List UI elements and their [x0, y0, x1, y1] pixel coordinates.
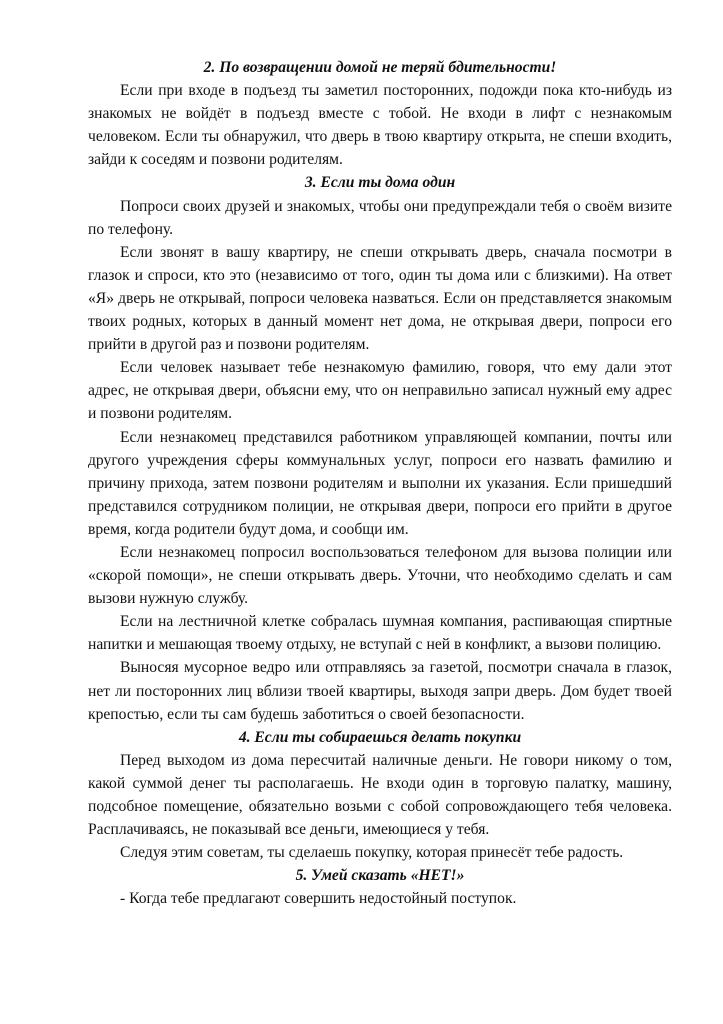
- paragraph: Следуя этим советам, ты сделаешь покупку, которая принесёт тебе радость.: [120, 844, 624, 862]
- paragraph: Если человек называет тебе незнакомую фамилию, говоря, что ему дали этот адрес, не открывая двери, объясни ему, что он неправильно записал нужный ему адрес и позвони родителям.: [88, 359, 672, 423]
- document-page: [88, 56, 672, 910]
- section-heading-4: 4. Если ты собираешься делать покупки: [238, 728, 522, 746]
- paragraph: Если звонят в вашу квартиру, не спеши открывать дверь, сначала посмотри в глазок и спроси, кто это (независимо от того, один ты дома или с близкими). На ответ «Я» дверь не открывай, попроси человека назваться. Если он представляется знакомым твоих родных, которых в данный момент нет дома, не открывая двери, попроси его прийти в другой раз и позвони родителям.: [88, 243, 672, 354]
- paragraph: Выносяя мусорное ведро или отправляясь за газетой, посмотри сначала в глазок, нет ли посторонних лиц вблизи твоей квартиры, выходя запри дверь. Дом будет твоей крепостью, если ты сам будешь заботиться о своей безопасности.: [88, 659, 672, 723]
- paragraph: Если незнакомец представился работником управляющей компании, почты или другого учреждения сферы коммунальных услуг, попроси его назвать фамилию и причину прихода, затем позвони родителям и выполни их указания. Если пришедший представился сотрудником полиции, не открывая двери, попроси его прийти в другое время, когда родители будут дома, и сообщи им.: [88, 428, 672, 538]
- paragraph: Если на лестничной клетке собралась шумная компания, распивающая спиртные напитки и мешающая твоему отдыху, не вступай с ней в конфликт, а вызови полицию.: [88, 613, 672, 654]
- paragraph: Перед выходом из дома пересчитай наличные деньги. Не говори никому о том, какой суммой денег ты располагаешь. Не входи один в торговую палатку, машину, подсобное помещение, обязательно возьми с собой сопровождающего тебя человека. Расплачиваясь, не показывай все деньги, имеющиеся у тебя.: [88, 751, 672, 839]
- section-heading-3: 3. Если ты дома один: [304, 174, 456, 192]
- paragraph: Попроси своих друзей и знакомых, чтобы они предупреждали тебя о своём визите по телефону.: [88, 197, 672, 238]
- section-heading-2: 2. По возвращении домой не теряй бдительности!: [203, 59, 557, 76]
- paragraph: - Когда тебе предлагают совершить недостойный поступок.: [120, 890, 517, 908]
- paragraph: Если при входе в подъезд ты заметил посторонних, подожди пока кто-нибудь из знакомых не войдёт в подъезд вместе с тобой. Не входи в лифт с незнакомым человеком. Если ты обнаружил, что дверь в твою квартиру открыта, не спеши входить, зайди к соседям и позвони родителям.: [88, 82, 672, 169]
- paragraph: Если незнакомец попросил воспользоваться телефоном для вызова полиции или «скорой помощи», не спеши открывать дверь. Уточни, что необходимо сделать и сам вызови нужную службу.: [88, 543, 672, 608]
- section-heading-5: 5. Умей сказать «НЕТ!»: [295, 867, 465, 885]
